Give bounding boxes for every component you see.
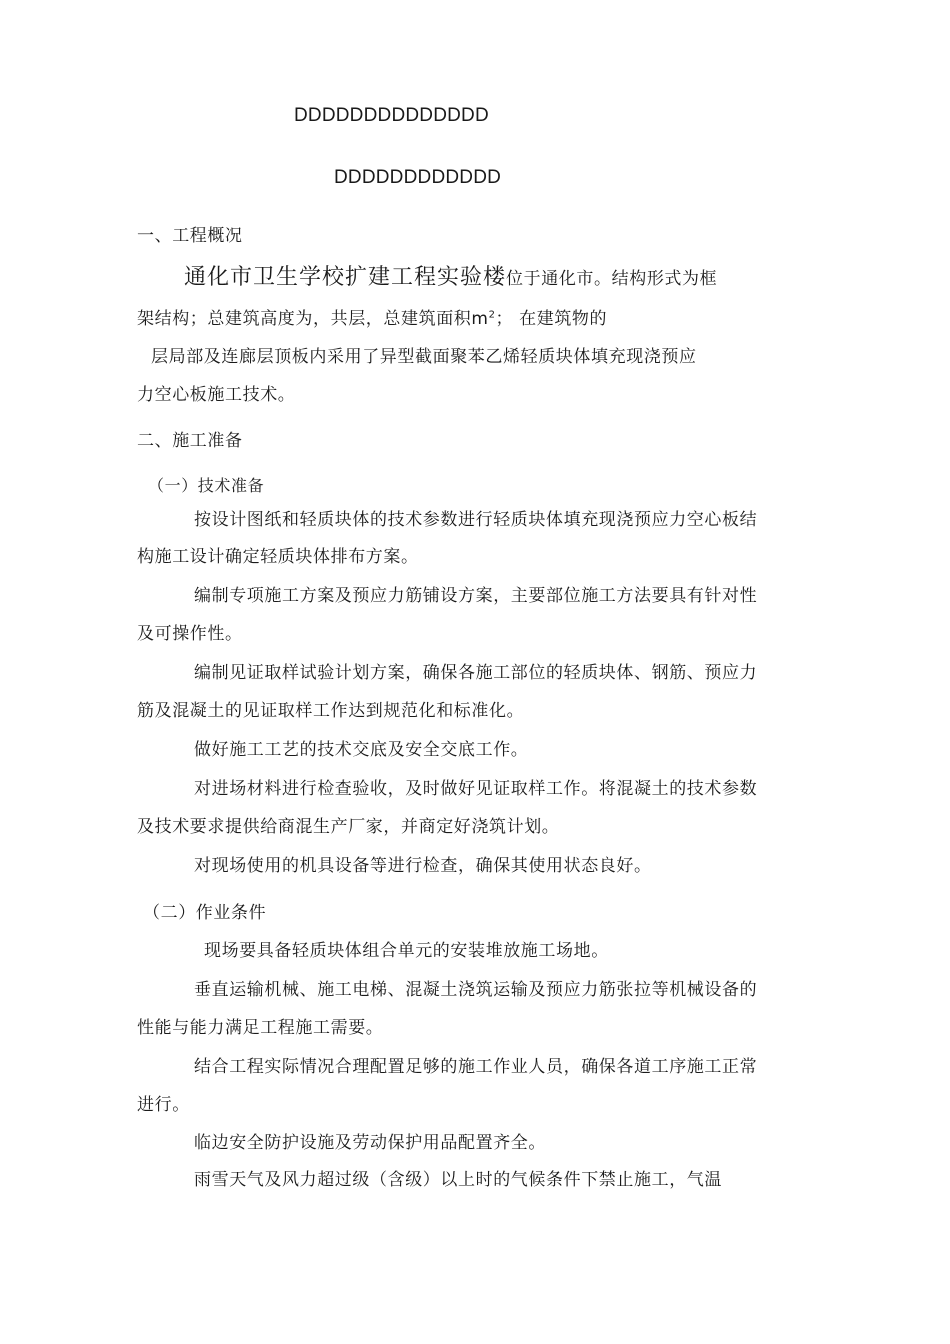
subsection-work-conditions-heading: （二）作业条件 [143, 903, 267, 923]
tech-prep-p2-line-2: 及可操作性。 [137, 624, 243, 644]
section-1-line-2-prefix: 架结构；总建筑高度为，共层，总建筑面积m [137, 309, 489, 329]
tech-prep-p3-line-2: 筋及混凝土的见证取样工作达到规范化和标准化。 [137, 701, 525, 721]
project-name: 通化市卫生学校扩建工程实验楼 [184, 265, 507, 290]
section-1-line-4: 力空心板施工技术。 [137, 385, 296, 405]
tech-prep-p4-line-1: 做好施工工艺的技术交底及安全交底工作。 [194, 740, 529, 760]
tech-prep-p6-line-1: 对现场使用的机具设备等进行检查，确保其使用状态良好。 [194, 856, 652, 876]
work-conditions-p5-line-1: 雨雪天气及风力超过级（含级）以上时的气候条件下禁止施工，气温 [194, 1170, 722, 1190]
tech-prep-p5-line-1: 对进场材料进行检查验收，及时做好见证取样工作。将混凝土的技术参数 [194, 779, 758, 799]
section-1-line-2-suffix: ； 在建筑物的 [495, 309, 608, 329]
work-conditions-p2-line-1: 垂直运输机械、施工电梯、混凝土浇筑运输及预应力筋张拉等机械设备的 [194, 980, 758, 1000]
section-1-line-2 [137, 307, 607, 331]
section-2-heading: 二、施工准备 [137, 431, 243, 451]
section-1-line-1 [184, 266, 717, 291]
tech-prep-p2-line-1: 编制专项施工方案及预应力筋铺设方案，主要部位施工方法要具有针对性 [194, 586, 758, 606]
tech-prep-p3-line-1: 编制见证取样试验计划方案，确保各施工部位的轻质块体、钢筋、预应力 [194, 663, 758, 683]
section-1-heading: 一、工程概况 [137, 226, 243, 246]
work-conditions-p4-line-1: 临边安全防护设施及劳动保护用品配置齐全。 [194, 1133, 546, 1153]
section-1-line-1-rest: 位于通化市。结构形式为框 [506, 269, 718, 289]
tech-prep-p5-line-2: 及技术要求提供给商混生产厂家，并商定好浇筑计划。 [137, 817, 560, 837]
work-conditions-p3-line-1: 结合工程实际情况合理配置足够的施工作业人员，确保各道工序施工正常 [194, 1057, 758, 1077]
work-conditions-p3-line-2: 进行。 [137, 1095, 190, 1115]
section-1-line-3: 层局部及连廊层顶板内采用了异型截面聚苯乙烯轻质块体填充现浇预应 [151, 347, 697, 367]
subsection-technical-prep-heading: （一）技术准备 [148, 476, 265, 495]
work-conditions-p1-line-1: 现场要具备轻质块体组合单元的安装堆放施工场地。 [204, 941, 609, 961]
document-title-line-2: DDDDDDDDDDDD [334, 167, 502, 188]
tech-prep-p1-line-2: 构施工设计确定轻质块体排布方案。 [137, 547, 419, 567]
area-unit-superscript: 2 [488, 309, 496, 321]
tech-prep-p1-line-1: 按设计图纸和轻质块体的技术参数进行轻质块体填充现浇预应力空心板结 [194, 510, 758, 530]
document-title-line-1: DDDDDDDDDDDDDD [294, 105, 489, 126]
work-conditions-p2-line-2: 性能与能力满足工程施工需要。 [137, 1018, 384, 1038]
